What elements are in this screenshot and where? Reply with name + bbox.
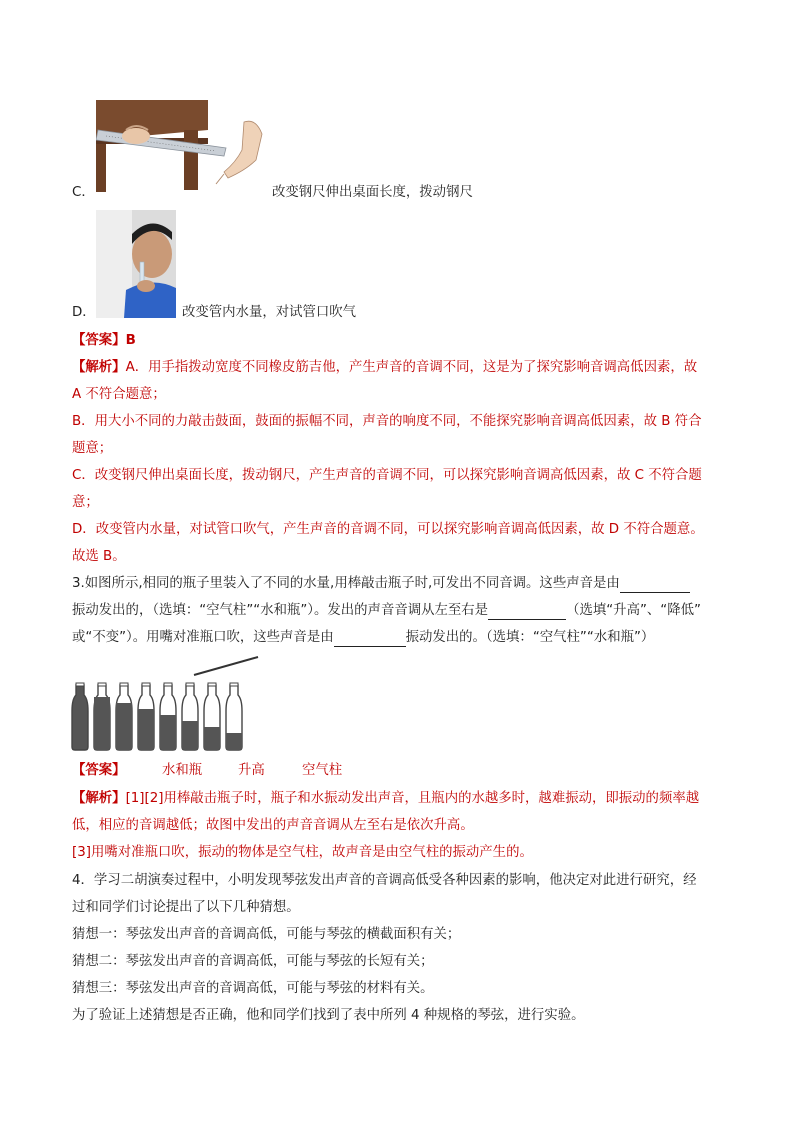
q2-analysis-a-2: A 不符合题意； [72, 387, 166, 402]
q2-analysis-b-2: 题意； [72, 441, 113, 456]
q3-answer-2: 升高 [238, 763, 265, 778]
analysis-tag: 【解析】 [72, 791, 126, 806]
q2-analysis-c-2: 意； [72, 495, 99, 510]
blank-2[interactable] [488, 605, 566, 620]
q3-text-line2: 振动发出的，（选填：“空气柱”“水和瓶”）。发出的声音音调从左至右是 （选填“升高”、“降低” [72, 603, 701, 618]
q2-answer [72, 332, 136, 350]
q3-text-line1: 3.如图所示,相同的瓶子里装入了不同的水量,用棒敲击瓶子时,可发出不同音调。这些声音是由 [72, 575, 690, 593]
q4-line-last: 为了验证上述猜想是否正确，他和同学们找到了表中所列 4 种规格的琴弦，进行实验。 [72, 1008, 585, 1023]
q3-answer-1: 水和瓶 [162, 763, 203, 778]
q3-analysis-1: 【解析】[1][2]用棒敲击瓶子时，瓶子和水振动发出声音，且瓶内的水越多时，越难振动，即振动的频率越 [72, 791, 700, 806]
q4-guess2: 猜想二：琴弦发出声音的音调高低，可能与琴弦的长短有关； [72, 954, 434, 969]
analysis-tag: 【解析】 [72, 360, 126, 375]
boy-blowing-tube-image [96, 210, 176, 318]
q3-answer-3: 空气柱 [302, 763, 343, 778]
blank-1[interactable] [620, 578, 690, 593]
q4-guess3: 猜想三：琴弦发出声音的音调高低，可能与琴弦的材料有关。 [72, 981, 434, 996]
q3-text-line3: 或“不变”）。用嘴对准瓶口吹，这些声音是由 振动发出的。（选填：“空气柱”“水和瓶”） [72, 630, 655, 645]
q3-analysis-2: 低，相应的音调越低；故图中发出的声音音调从左至右是依次升高。 [72, 818, 474, 833]
option-d-letter: D． [72, 305, 96, 320]
answer-tag: 【答案】 [72, 763, 126, 778]
option-c-caption: 改变钢尺伸出桌面长度，拨动钢尺 [272, 185, 473, 200]
q2-conclusion: 故选 B。 [72, 549, 126, 564]
q3-answer [72, 762, 126, 780]
answer-tag: 【答案】 [72, 333, 126, 348]
q3-analysis-3: [3]用嘴对准瓶口吹，振动的物体是空气柱，故声音是由空气柱的振动产生的。 [72, 845, 533, 860]
ruler-on-table-image [96, 100, 266, 192]
option-c-letter: C． [72, 185, 95, 200]
q4-line2: 过和同学们讨论提出了以下几种猜想。 [72, 900, 300, 915]
q2-analysis-c-1: C．改变钢尺伸出桌面长度，拨动钢尺，产生声音的音调不同，可以探究影响音调高低因素，故 C 不符合题 [72, 468, 702, 483]
q2-analysis-a-1: 【解析】A．用手指拨动宽度不同橡皮筋吉他，产生声音的音调不同，这是为了探究影响音调高低因素，故 [72, 360, 698, 375]
q2-analysis-b-1: B．用大小不同的力敲击鼓面，鼓面的振幅不同，声音的响度不同，不能探究影响音调高低因素，故 B 符合 [72, 414, 702, 429]
q2-analysis-d-1: D．改变管内水量，对试管口吹气，产生声音的音调不同，可以探究影响音调高低因素，故 D 不符合题意。 [72, 522, 704, 537]
q4-line1: 4．学习二胡演奏过程中，小明发现琴弦发出声音的音调高低受各种因素的影响，他决定对此进行研究，经 [72, 873, 697, 888]
bottles-figure [70, 655, 270, 751]
q4-guess1: 猜想一：琴弦发出声音的音调高低，可能与琴弦的横截面积有关； [72, 927, 461, 942]
blank-3[interactable] [334, 632, 406, 647]
answer-value: B [125, 333, 136, 348]
option-d-caption: 改变管内水量，对试管口吹气 [182, 305, 357, 320]
